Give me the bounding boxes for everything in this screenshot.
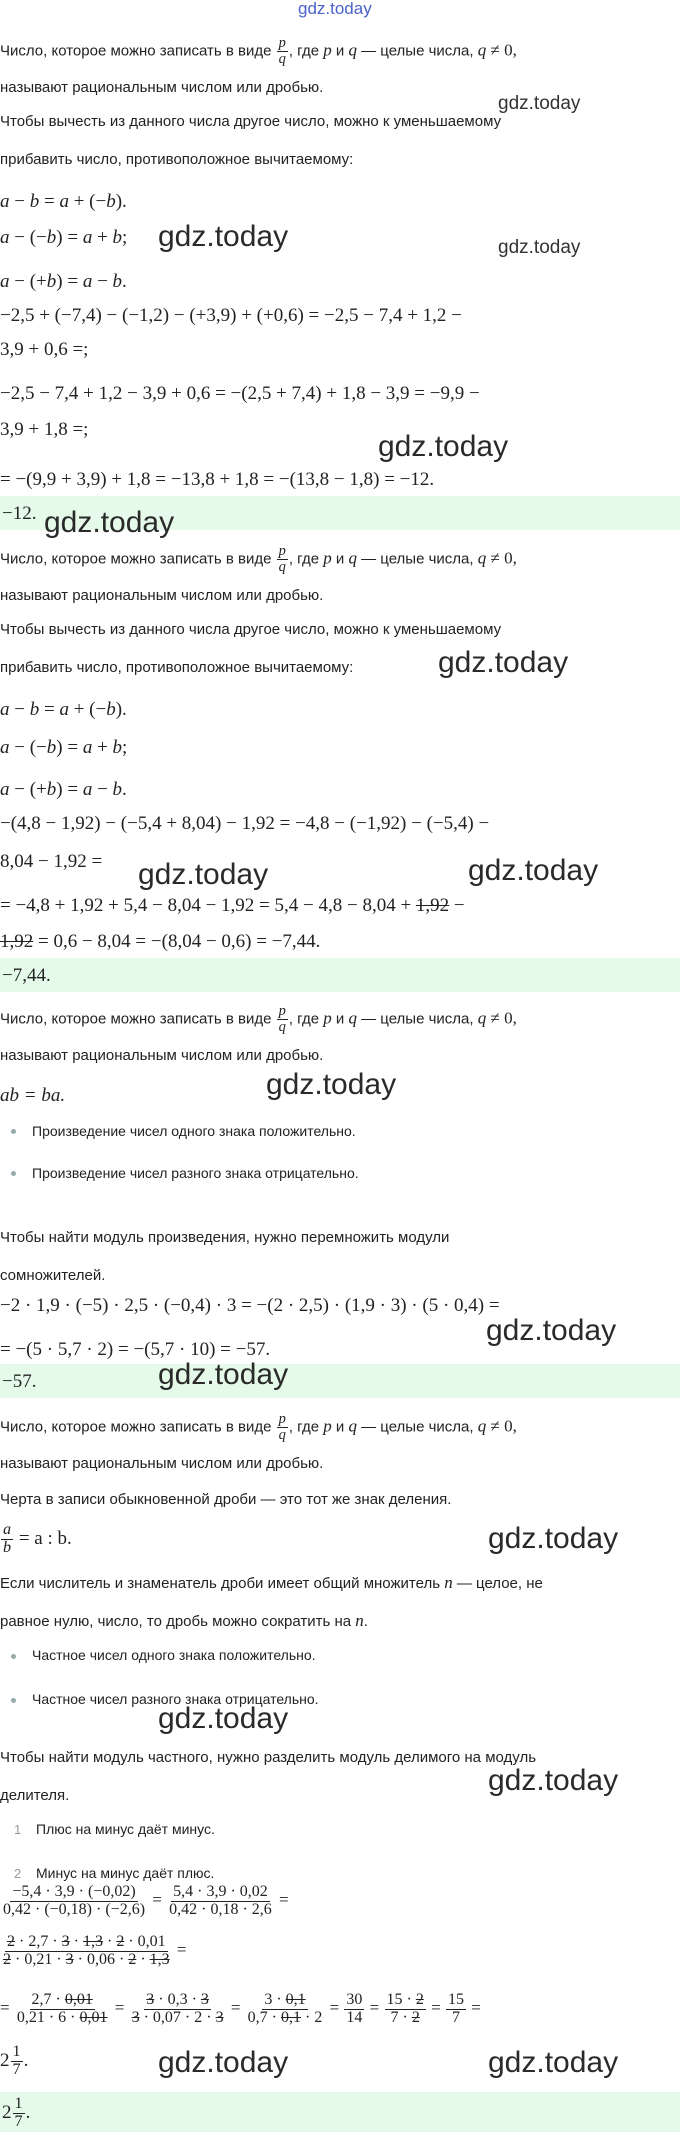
task4-eq1: $\frac{-5,4 \cdot 3,9 \cdot (-0,02)}{0,42 \cdot (-0,18) \cdot (-2,6)}$ = $\frac{5,4 \cdot 3,9 \cdot 0,02}{0,42 \cdot 0,18 \cdot 2,6}$ = <box>3 1883 289 1918</box>
definition-line2: называют рациональным числом или дробью. <box>0 1455 324 1472</box>
task1-eq2: 3,9 + 0,6 =; <box>0 339 89 360</box>
watermark: gdz.today <box>158 220 289 253</box>
watermark: gdz.today <box>158 1702 289 1735</box>
watermark: gdz.today <box>266 1068 397 1101</box>
task4-eq2: $\frac{2 \cdot 2,7 \cdot 3 \cdot 1,3 \cdot 2 \cdot 0,01}{2 \cdot 0,21 \cdot 3 \cdot 0,06 \cdot 2 \cdot 1,3}$ = <box>3 1933 187 1968</box>
definition-text: Число, которое можно записать в виде <box>0 42 272 60</box>
bullet-dot <box>11 1171 16 1176</box>
definition-line2: называют рациональным числом или дробью. <box>0 79 324 96</box>
watermark: gdz.today <box>488 2046 619 2079</box>
watermark: gdz.today <box>488 1764 619 1797</box>
task1-eq5: = −(9,9 + 3,9) + 1,8 = −13,8 + 1,8 = −(13,8 − 1,8) = −12. <box>0 469 435 490</box>
definition-line: Число, которое можно записать в виде $\frac{p}{q}$ , где p и q — целые числа, q ≠ 0, <box>0 1411 517 1444</box>
watermark: gdz.today <box>498 237 581 258</box>
fraction-bar-rule: Черта в записи обыкновенной дроби — это тот же знак деления. <box>0 1491 452 1508</box>
watermark: gdz.today <box>438 646 569 679</box>
task4-mixed: 2 $\frac{1}{7}$ . <box>0 2043 29 2078</box>
quotient-rule-line2: делителя. <box>0 1787 70 1804</box>
task3-answer: −57. <box>2 1371 37 1392</box>
subtraction-rule-line2: прибавить число, противоположное вычитаемому: <box>0 659 354 676</box>
task2-eq3: = −4,8 + 1,92 + 5,4 − 8,04 − 1,92 = 5,4 − 4,8 − 8,04 + 1,92 − <box>0 895 465 916</box>
bullet-item: Произведение чисел разного знака отрицательно. <box>32 1165 359 1181</box>
bullet-dot <box>11 1698 16 1703</box>
answer-band-2 <box>0 958 680 992</box>
subtraction-rule-line2: прибавить число, противоположное вычитаемому: <box>0 151 354 168</box>
watermark: gdz.today <box>378 430 509 463</box>
task4-answer: 2 $\frac{1}{7}$ . <box>2 2095 31 2130</box>
task2-answer: −7,44. <box>2 965 51 986</box>
formula-subtraction: a − b = a + (−b). <box>0 699 127 720</box>
bullet-dot <box>11 1654 16 1659</box>
reduce-rule-line1: Если числитель и знаменатель дроби имеет общий множитель n — целое, не <box>0 1573 543 1592</box>
watermark-top: gdz.today <box>298 0 372 18</box>
bullet-item: Произведение чисел одного знака положительно. <box>32 1123 356 1139</box>
subtraction-rule-line1: Чтобы вычесть из данного числа другое число, можно к уменьшаемому <box>0 621 502 638</box>
bullet-item: Частное чисел одного знака положительно. <box>32 1647 316 1663</box>
watermark: gdz.today <box>158 1358 289 1391</box>
watermark: gdz.today <box>158 2046 289 2079</box>
definition-line: Число, которое можно записать в виде $\frac{p}{q}$ , где p и q — целые числа, q ≠ 0, <box>0 35 517 68</box>
task2-eq1: −(4,8 − 1,92) − (−5,4 + 8,04) − 1,92 = −4,8 − (−1,92) − (−5,4) − <box>0 813 490 834</box>
watermark: gdz.today <box>488 1522 619 1555</box>
formula-minus-minus: a − (−b) = a + b; <box>0 737 128 758</box>
task1-eq1: −2,5 + (−7,4) − (−1,2) − (+3,9) + (+0,6) = −2,5 − 7,4 + 1,2 − <box>0 305 462 326</box>
watermark: gdz.today <box>498 93 581 114</box>
task1-eq4: 3,9 + 1,8 =; <box>0 419 89 440</box>
task3-eq2: = −(5 · 5,7 · 2) = −(5,7 · 10) = −57. <box>0 1339 271 1360</box>
sign-rule-item: Плюс на минус даёт минус. <box>36 1821 215 1837</box>
answer-band-4 <box>0 2092 680 2132</box>
bullet-dot <box>11 1129 16 1134</box>
division-formula: $\frac{a}{b}$ = a : b. <box>3 1521 72 1556</box>
task2-eq4: 1,92 = 0,6 − 8,04 = −(8,04 − 0,6) = −7,44. <box>0 931 321 952</box>
formula-minus-minus: a − (−b) = a + b; <box>0 227 128 248</box>
definition-line: Число, которое можно записать в виде $\frac{p}{q}$ , где p и q — целые числа, q ≠ 0, <box>0 1003 517 1036</box>
definition-line2: называют рациональным числом или дробью. <box>0 1047 324 1064</box>
reduce-rule-line2: равное нулю, число, то дробь можно сократить на n. <box>0 1611 368 1630</box>
task1-answer: −12. <box>2 503 37 524</box>
task1-eq3: −2,5 − 7,4 + 1,2 − 3,9 + 0,6 = −(2,5 + 7,4) + 1,8 − 3,9 = −9,9 − <box>0 383 480 404</box>
commutative-law: ab = ba. <box>0 1085 66 1106</box>
watermark: gdz.today <box>44 506 175 539</box>
subtraction-rule-line1: Чтобы вычесть из данного числа другое число, можно к уменьшаемому <box>0 113 502 130</box>
formula-minus-plus: a − (+b) = a − b. <box>0 779 127 800</box>
watermark: gdz.today <box>138 858 269 891</box>
watermark: gdz.today <box>468 854 599 887</box>
task4-eq3: = $\frac{2,7 \cdot 0,01}{0,21 \cdot 6 \cdot 0,01}$ = $\frac{3 \cdot 0,3 \cdot 3}{3 \cdot 0,07 \cdot 2 \cdot 3}$ = $\frac{3 \cdot 0,1}{0,7 \cdot 0,1 \cdot 2}$ = $\frac{30}{14}$ = $\frac{15 \cdot 2}{7 \cdot 2}$ = $\frac{15}{7}$ = <box>0 1991 481 2026</box>
watermark: gdz.today <box>486 1314 617 1347</box>
task2-eq2: 8,04 − 1,92 = <box>0 851 103 872</box>
sign-rule-item: Минус на минус даёт плюс. <box>36 1865 215 1881</box>
product-rule-line2: сомножителей. <box>0 1267 106 1284</box>
formula-subtraction: a − b = a + (−b). <box>0 191 127 212</box>
quotient-rule-line1: Чтобы найти модуль частного, нужно разделить модуль делимого на модуль <box>0 1749 537 1766</box>
formula-minus-plus: a − (+b) = a − b. <box>0 271 127 292</box>
bullet-item: Частное чисел разного знака отрицательно. <box>32 1691 319 1707</box>
list-number: 1 <box>14 1822 22 1837</box>
answer-band-3 <box>0 1364 680 1398</box>
definition-line: Число, которое можно записать в виде $\frac{p}{q}$ , где p и q — целые числа, q ≠ 0, <box>0 543 517 576</box>
task3-eq1: −2 · 1,9 · (−5) · 2,5 · (−0,4) · 3 = −(2 · 2,5) · (1,9 · 3) · (5 · 0,4) = <box>0 1295 500 1316</box>
list-number: 2 <box>14 1866 22 1881</box>
product-rule-line1: Чтобы найти модуль произведения, нужно перемножить модули <box>0 1229 450 1246</box>
definition-line2: называют рациональным числом или дробью. <box>0 587 324 604</box>
